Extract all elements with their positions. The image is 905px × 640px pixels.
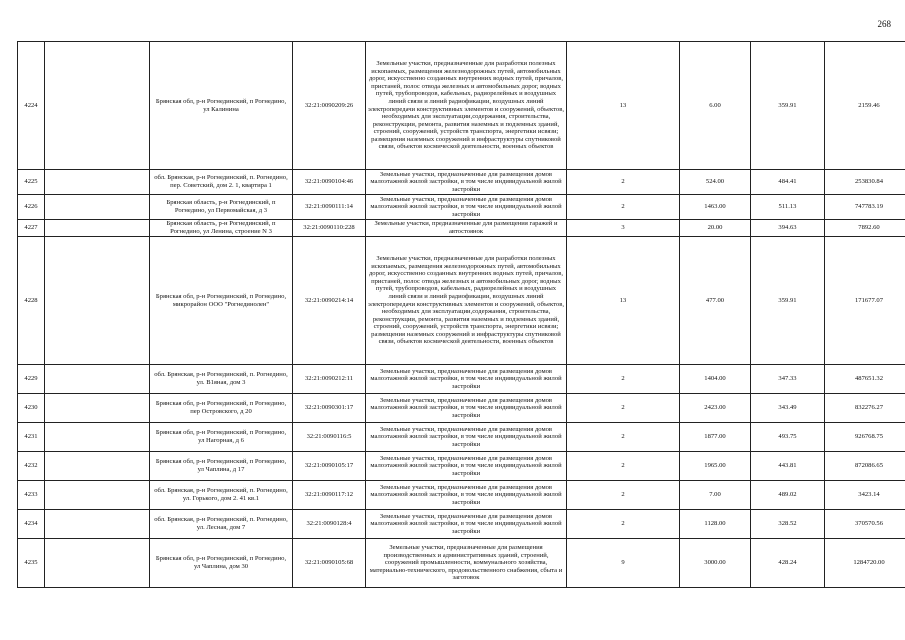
- cadastral-number-cell: 32:21:0090301:17: [293, 394, 366, 423]
- category-cell: 13: [567, 42, 680, 170]
- empty-cell: [45, 423, 150, 452]
- area-cell: 1404.00: [680, 365, 751, 394]
- address-cell: Брянская обл, р-н Рогнединский, п Рогнедино, ул Чаплина, д 17: [150, 452, 293, 481]
- land-use-cell: Земельные участки, предназначенные для размещения домов малоэтажной жилой застройки, в том числе индивидуальной жилой застройки: [366, 394, 567, 423]
- cadastral-cost-cell: 926768.75: [825, 423, 905, 452]
- unit-price-cell: 443.81: [751, 452, 825, 481]
- row-number: 4229: [18, 365, 45, 394]
- row-number: 4233: [18, 481, 45, 510]
- cadastral-cost-cell: 370570.56: [825, 510, 905, 539]
- area-cell: 20.00: [680, 220, 751, 237]
- table-row: [18, 195, 905, 220]
- land-use-cell: Земельные участки, предназначенные для размещения домов малоэтажной жилой застройки, в том числе индивидуальной жилой застройки: [366, 481, 567, 510]
- empty-cell: [45, 237, 150, 365]
- cadastral-number-cell: 32:21:0090209:26: [293, 42, 366, 170]
- table-row: [18, 539, 905, 588]
- unit-price-cell: 359.91: [751, 42, 825, 170]
- area-cell: 1965.00: [680, 452, 751, 481]
- row-number: 4228: [18, 237, 45, 365]
- category-cell: 2: [567, 394, 680, 423]
- unit-price-cell: 511.13: [751, 195, 825, 220]
- address-cell: обл. Брянская, р-н Рогнединский, п. Рогнедино, пер. Советский, дом 2. 1, квартира 1: [150, 170, 293, 195]
- area-cell: 1877.00: [680, 423, 751, 452]
- table-row: [18, 452, 905, 481]
- land-use-cell: Земельные участки, предназначенные для разработки полезных ископаемых, размещения железнодорожных путей, автомобильных дорог, искусственно созданных внутренних водных путей, причалов, пристаней, полос отвода железных и автомобильных дорог, водных путей, трубопроводов, кабельных, радиорелейных и воздушных линий связи и линий радиофикации, воздушных линий электропередачи конструктивных элементов и сооружений, объектов, необходимых для эксплуатации,содержания, строительства, реконструкции, ремонта, развития наземных и подземных зданий, строений, сооружений, устройств транспорта, энергетики исвязи; размещения наземных сооружений и инфраструктуры спутниковой связи, объектов космической деятельности, военных объектов: [366, 237, 567, 365]
- address-cell: Брянская обл, р-н Рогнединский, п Рогнедино, ул Нагорная, д 6: [150, 423, 293, 452]
- land-registry-table: [17, 41, 905, 588]
- address-cell: обл. Брянская, р-н Рогнединский, п. Рогнедино, ул. В1яная, дом 3: [150, 365, 293, 394]
- row-number: 4226: [18, 195, 45, 220]
- land-use-cell: Земельные участки, предназначенные для размещения домов малоэтажной жилой застройки, в том числе индивидуальной жилой застройки: [366, 423, 567, 452]
- unit-price-cell: 359.91: [751, 237, 825, 365]
- land-use-cell: Земельные участки, предназначенные для размещения домов малоэтажной жилой застройки, в том числе индивидуальной жилой застройки: [366, 510, 567, 539]
- area-cell: 6.00: [680, 42, 751, 170]
- cadastral-cost-cell: 1284720.00: [825, 539, 905, 588]
- area-cell: 524.00: [680, 170, 751, 195]
- row-number: 4232: [18, 452, 45, 481]
- cadastral-cost-cell: 872086.65: [825, 452, 905, 481]
- row-number: 4235: [18, 539, 45, 588]
- table-row: [18, 365, 905, 394]
- area-cell: 1463.00: [680, 195, 751, 220]
- unit-price-cell: 493.75: [751, 423, 825, 452]
- cadastral-cost-cell: 2159.46: [825, 42, 905, 170]
- area-cell: 7.00: [680, 481, 751, 510]
- empty-cell: [45, 170, 150, 195]
- cadastral-number-cell: 32:21:0090128:4: [293, 510, 366, 539]
- table-row: [18, 481, 905, 510]
- cadastral-cost-cell: 171677.07: [825, 237, 905, 365]
- category-cell: 2: [567, 170, 680, 195]
- area-cell: 2423.00: [680, 394, 751, 423]
- table-row: [18, 423, 905, 452]
- category-cell: 2: [567, 423, 680, 452]
- land-use-cell: Земельные участки, предназначенные для размещения гаражей и автостоянок: [366, 220, 567, 237]
- address-cell: Брянская обл, р-н Рогнединский, п Рогнедино, микрорайон ООО "Рогнединолен": [150, 237, 293, 365]
- row-number: 4224: [18, 42, 45, 170]
- category-cell: 9: [567, 539, 680, 588]
- address-cell: обл. Брянская, р-н Рогнединский, п. Рогнедино, ул. Лесная, дом 7: [150, 510, 293, 539]
- category-cell: 2: [567, 195, 680, 220]
- address-cell: обл. Брянская, р-н Рогнединский, п. Рогнедино, ул. Горького, дом 2. 41 кв.1: [150, 481, 293, 510]
- category-cell: 13: [567, 237, 680, 365]
- land-use-cell: Земельные участки, предназначенные для размещения домов малоэтажной жилой застройки, в том числе индивидуальной жилой застройки: [366, 195, 567, 220]
- table-row: [18, 394, 905, 423]
- land-use-cell: Земельные участки, предназначенные для размещения производственных и административных зданий, строений, сооружений промышленности, коммунального хозяйства, материально-технического, продовольственного снабжения, сбыта и заготовок: [366, 539, 567, 588]
- cadastral-cost-cell: 7892.60: [825, 220, 905, 237]
- cadastral-number-cell: 32:21:0090214:14: [293, 237, 366, 365]
- empty-cell: [45, 42, 150, 170]
- registry-body: [18, 42, 905, 588]
- land-use-cell: Земельные участки, предназначенные для размещения домов малоэтажной жилой застройки, в том числе индивидуальной жилой застройки: [366, 365, 567, 394]
- area-cell: 477.00: [680, 237, 751, 365]
- cadastral-cost-cell: 3423.14: [825, 481, 905, 510]
- cadastral-cost-cell: 832276.27: [825, 394, 905, 423]
- table-row: [18, 237, 905, 365]
- category-cell: 2: [567, 365, 680, 394]
- area-cell: 3000.00: [680, 539, 751, 588]
- empty-cell: [45, 365, 150, 394]
- row-number: 4230: [18, 394, 45, 423]
- unit-price-cell: 343.49: [751, 394, 825, 423]
- category-cell: 2: [567, 481, 680, 510]
- cadastral-number-cell: 32:21:0090116:5: [293, 423, 366, 452]
- address-cell: Брянская обл, р-н Рогнединский, п Рогнедино, ул Чаплина, дом 30: [150, 539, 293, 588]
- address-cell: Брянская обл, р-н Рогнединский, п Рогнедино, пер Островского, д 20: [150, 394, 293, 423]
- empty-cell: [45, 220, 150, 237]
- unit-price-cell: 428.24: [751, 539, 825, 588]
- empty-cell: [45, 510, 150, 539]
- cadastral-cost-cell: 487651.32: [825, 365, 905, 394]
- address-cell: Брянская обл, р-н Рогнединский, п Рогнедино, ул Калинина: [150, 42, 293, 170]
- cadastral-number-cell: 32:21:0090117:12: [293, 481, 366, 510]
- empty-cell: [45, 195, 150, 220]
- empty-cell: [45, 452, 150, 481]
- empty-cell: [45, 539, 150, 588]
- page-number: 268: [877, 19, 891, 29]
- unit-price-cell: 347.33: [751, 365, 825, 394]
- category-cell: 3: [567, 220, 680, 237]
- unit-price-cell: 489.02: [751, 481, 825, 510]
- unit-price-cell: 328.52: [751, 510, 825, 539]
- cadastral-cost-cell: 747783.19: [825, 195, 905, 220]
- empty-cell: [45, 394, 150, 423]
- row-number: 4225: [18, 170, 45, 195]
- cadastral-cost-cell: 253830.84: [825, 170, 905, 195]
- land-use-cell: Земельные участки, предназначенные для размещения домов малоэтажной жилой застройки, в том числе индивидуальной жилой застройки: [366, 452, 567, 481]
- table-row: [18, 170, 905, 195]
- cadastral-number-cell: 32:21:0090105:68: [293, 539, 366, 588]
- land-use-cell: Земельные участки, предназначенные для разработки полезных ископаемых, размещения железнодорожных путей, автомобильных дорог, искусственно созданных внутренних водных путей, причалов, пристаней, полос отвода железных и автомобильных дорог, водных путей, трубопроводов, кабельных, радиорелейных и воздушных линий связи и линий радиофикации, воздушных линий электропередачи конструктивных элементов и сооружений, объектов, необходимых для эксплуатации,содержания, строительства, реконструкции, ремонта, развития наземных и подземных зданий, строений, сооружений, устройств транспорта, энергетики исвязи; размещения наземных сооружений и инфраструктуры спутниковой связи, объектов космической деятельности, военных объектов: [366, 42, 567, 170]
- cadastral-number-cell: 32:21:0090111:14: [293, 195, 366, 220]
- category-cell: 2: [567, 452, 680, 481]
- row-number: 4234: [18, 510, 45, 539]
- row-number: 4227: [18, 220, 45, 237]
- area-cell: 1128.00: [680, 510, 751, 539]
- table-row: [18, 42, 905, 170]
- table-row: [18, 510, 905, 539]
- land-use-cell: Земельные участки, предназначенные для размещения домов малоэтажной жилой застройки, в том числе индивидуальной жилой застройки: [366, 170, 567, 195]
- cadastral-number-cell: 32:21:0090104:46: [293, 170, 366, 195]
- cadastral-number-cell: 32:21:0090110:228: [293, 220, 366, 237]
- empty-cell: [45, 481, 150, 510]
- unit-price-cell: 484.41: [751, 170, 825, 195]
- address-cell: Брянская область, р-н Рогнединский, п Рогнедино, ул Первомайская, д 3: [150, 195, 293, 220]
- row-number: 4231: [18, 423, 45, 452]
- unit-price-cell: 394.63: [751, 220, 825, 237]
- table-row: [18, 220, 905, 237]
- cadastral-number-cell: 32:21:0090212:11: [293, 365, 366, 394]
- address-cell: Брянская область, р-н Рогнединский, п Рогнедино, ул Ленина, строение N 3: [150, 220, 293, 237]
- cadastral-number-cell: 32:21:0090105:17: [293, 452, 366, 481]
- category-cell: 2: [567, 510, 680, 539]
